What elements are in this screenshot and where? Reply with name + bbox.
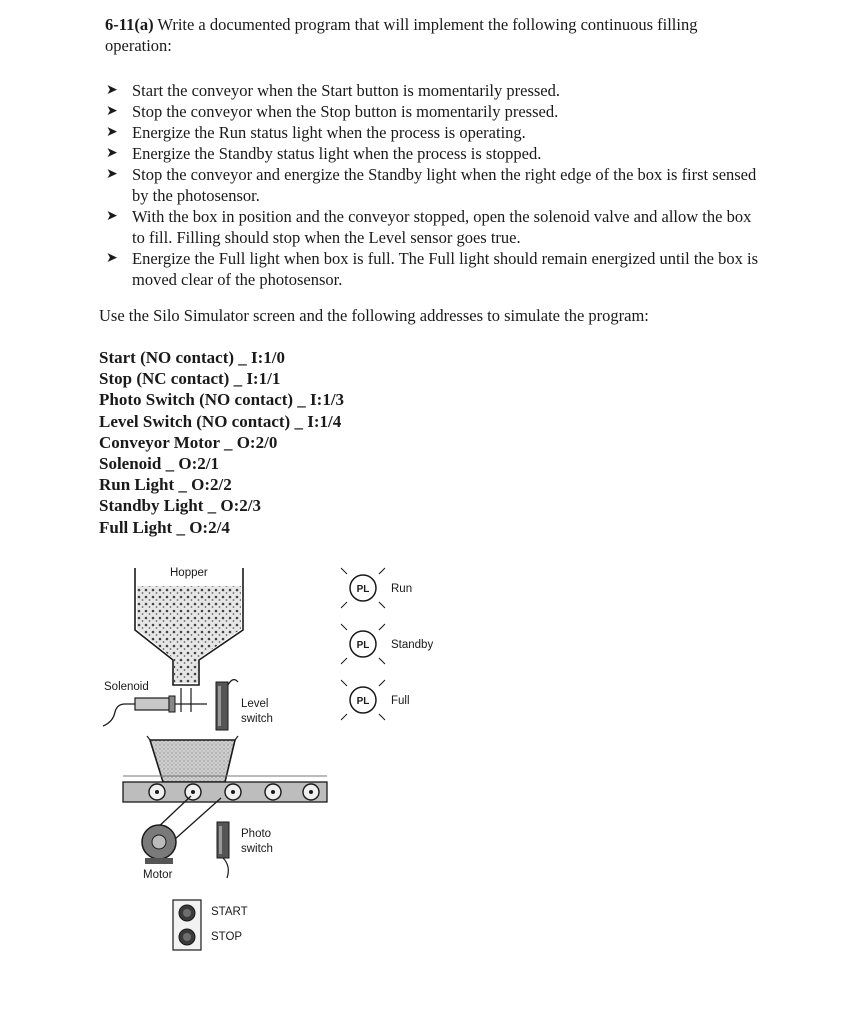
box (147, 736, 238, 782)
pilot-light-symbol-text: PL (356, 696, 370, 707)
run-light-label: Run (391, 583, 413, 595)
photo-switch (217, 822, 273, 878)
problem-text: Write a documented program that will implement the following continuous filling operation: (105, 15, 698, 55)
arrow-bullet-icon: ➤ (106, 146, 118, 161)
address-list (99, 347, 344, 538)
photo-switch-label-line2: switch (241, 843, 273, 855)
list-item: ➤ Stop the conveyor and energize the Standby light when the right edge of the box is first sensed by the photosensor. (106, 165, 757, 205)
problem-number: 6-11(a) (105, 15, 154, 34)
list-item: ➤ Energize the Standby status light when the process is stopped. (106, 144, 542, 163)
stop-label: STOP (211, 931, 243, 943)
arrow-bullet-icon: ➤ (106, 251, 118, 266)
address-item: Full Light _ O:2/4 (99, 517, 230, 537)
stop-button[interactable] (179, 929, 195, 945)
pilot-light-standby (341, 624, 433, 664)
start-label: START (211, 906, 248, 918)
arrow-bullet-icon: ➤ (106, 83, 118, 98)
address-item: Standby Light _ O:2/3 (99, 496, 262, 516)
requirements-list (106, 80, 766, 290)
address-item: Solenoid _ O:2/1 (99, 454, 219, 474)
standby-light-label: Standby (391, 639, 434, 651)
pushbutton-station (173, 900, 248, 950)
list-item: ➤ Stop the conveyor when the Stop button is momentarily pressed. (106, 102, 559, 121)
address-item: Conveyor Motor _ O:2/0 (99, 432, 278, 452)
arrow-bullet-icon: ➤ (106, 167, 118, 182)
address-item: Photo Switch (NO contact) _ I:1/3 (99, 390, 345, 410)
instructions-text: Use the Silo Simulator screen and the following addresses to simulate the program: (99, 306, 649, 325)
motor-label: Motor (143, 869, 173, 881)
address-item: Level Switch (NO contact) _ I:1/4 (99, 411, 342, 431)
solenoid-label: Solenoid (104, 681, 149, 693)
pilot-light-symbol-text: PL (356, 584, 370, 595)
address-item: Start (NO contact) _ I:1/0 (99, 348, 286, 367)
arrow-bullet-icon: ➤ (106, 104, 118, 119)
pilot-light-full (341, 680, 410, 720)
address-item: Run Light _ O:2/2 (99, 475, 232, 495)
address-item: Stop (NC contact) _ I:1/1 (99, 369, 281, 389)
arrow-bullet-icon: ➤ (106, 209, 118, 224)
photo-switch-label-line1: Photo (241, 828, 272, 840)
list-item: ➤ Energize the Full light when box is full. The Full light should remain energized until the box is moved clear of the photosensor. (106, 249, 759, 289)
hopper (135, 567, 243, 685)
level-switch (216, 680, 273, 730)
list-item: ➤ Start the conveyor when the Start button is momentarily pressed. (106, 81, 560, 100)
solenoid-valve (103, 681, 207, 726)
full-light-label: Full (391, 695, 410, 707)
pilot-light-symbol-text: PL (356, 640, 370, 651)
problem-statement (105, 14, 745, 56)
conveyor-motor (142, 796, 221, 881)
start-button[interactable] (179, 905, 195, 921)
level-switch-label-line1: Level (241, 698, 269, 710)
list-item: ➤ Energize the Run status light when the process is operating. (106, 123, 526, 142)
arrow-bullet-icon: ➤ (106, 125, 118, 140)
hopper-label: Hopper (170, 567, 208, 579)
list-item: ➤ With the box in position and the conveyor stopped, open the solenoid valve and allow the box to fill. Filling should stop when the Level sensor goes true. (106, 207, 752, 247)
silo-simulator-diagram (95, 560, 455, 960)
pilot-light-run (341, 568, 412, 608)
level-switch-label-line2: switch (241, 713, 273, 725)
